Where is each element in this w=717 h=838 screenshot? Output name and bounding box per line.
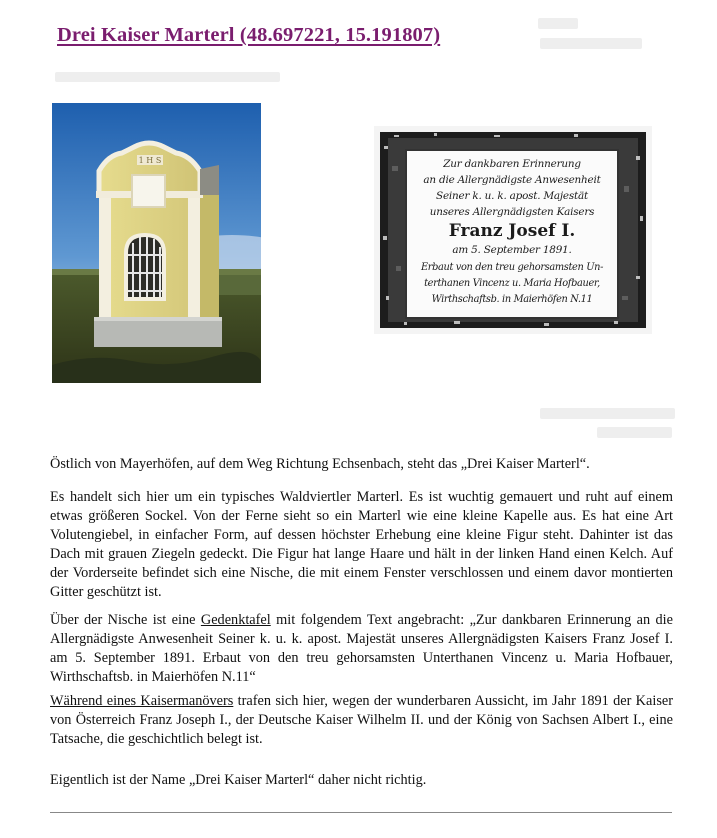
description-paragraph: Es handelt sich hier um ein typisches Waldviertler Marterl. Es ist wuchtig gemauert und ruht auf einem etwas größeren Sockel. Von der Ferne sieht so ein Marterl wie eine kleine Kapelle aus. Es hat eine Art Volutengiebel, in einfacher Form, auf dessen höchster Erhebung eine kleine Figur steht. Dahinter ist das Dach mit grauen Ziegeln gedeckt. Die Figur hat lange Haare und hält in der linken Hand einen Kelch. Auf der Vorderseite befindet sich eine Nische, die mit einem Fenster verschlossen und einem davor montierten Gitter geschützt ist. xyxy=(50,489,673,600)
gedenktafel-link[interactable]: Gedenktafel xyxy=(200,612,271,628)
bleed-through-mark xyxy=(597,427,672,438)
shrine-photo xyxy=(52,103,261,383)
plaque-paragraph-text: mit folgendem Text angebracht: „Zur dankbaren Erinnerung an die Allergnädigste Anwesenheit Seiner k. u. k. apost. Majestät unseres Allergnädigsten Kaisers Franz Josef I. am 5. September 1891. Erbaut von den treu gehorsamsten Unterthanen Vincenz u. Maria Hofbauer, Wirthschaftsb. in Maierhöfen N.11“ xyxy=(50,612,673,685)
history-paragraph xyxy=(50,692,673,749)
bleed-through-mark xyxy=(55,72,280,82)
page-title: Drei Kaiser Marterl (48.697221, 15.191807) xyxy=(57,24,441,46)
plaque-paragraph xyxy=(50,611,673,687)
shrine-monogram: 1 H S xyxy=(138,156,162,165)
plaque-line: unseres Allergnädigsten Kaisers xyxy=(429,206,595,218)
kaisermanoever-link[interactable]: Während eines Kaisermanövers xyxy=(50,693,234,709)
plaque-line: Seiner k. u. k. apost. Majestät xyxy=(436,190,588,202)
plaque-line: Erbaut von den treu gehorsamsten Un- xyxy=(420,262,604,273)
plaque-paragraph-lead: Über der Nische ist eine xyxy=(50,612,201,628)
plaque-line: am 5. September 1891. xyxy=(452,244,572,256)
plaque-line: an die Allergnädigste Anwesenheit xyxy=(423,174,601,186)
bleed-through-mark xyxy=(540,38,642,49)
plaque-line: Franz Josef I. xyxy=(448,221,576,241)
plaque-line: Zur dankbaren Erinnerung xyxy=(443,158,581,170)
bottom-divider xyxy=(50,812,672,813)
bleed-through-mark xyxy=(538,18,578,29)
history-paragraph-text: trafen sich hier, wegen der wunderbaren Aussicht, im Jahr 1891 der Kaiser von Österreich Franz Joseph I., der Deutsche Kaiser Wilhelm II. und der König von Sachsen Albert I., eine Tatsache, die geschichtlich belegt ist. xyxy=(50,693,673,747)
closing-paragraph: Eigentlich ist der Name „Drei Kaiser Marterl“ daher nicht richtig. xyxy=(50,772,427,788)
intro-paragraph: Östlich von Mayerhöfen, auf dem Weg Richtung Echsenbach, steht das „Drei Kaiser Marterl“. xyxy=(50,456,590,472)
memorial-plaque xyxy=(405,149,619,319)
plaque-line: Wirthschaftsb. in Maierhöfen N.11 xyxy=(431,294,593,305)
plaque-line: terthanen Vincenz u. Maria Hofbauer, xyxy=(424,278,600,289)
bleed-through-mark xyxy=(540,408,675,419)
